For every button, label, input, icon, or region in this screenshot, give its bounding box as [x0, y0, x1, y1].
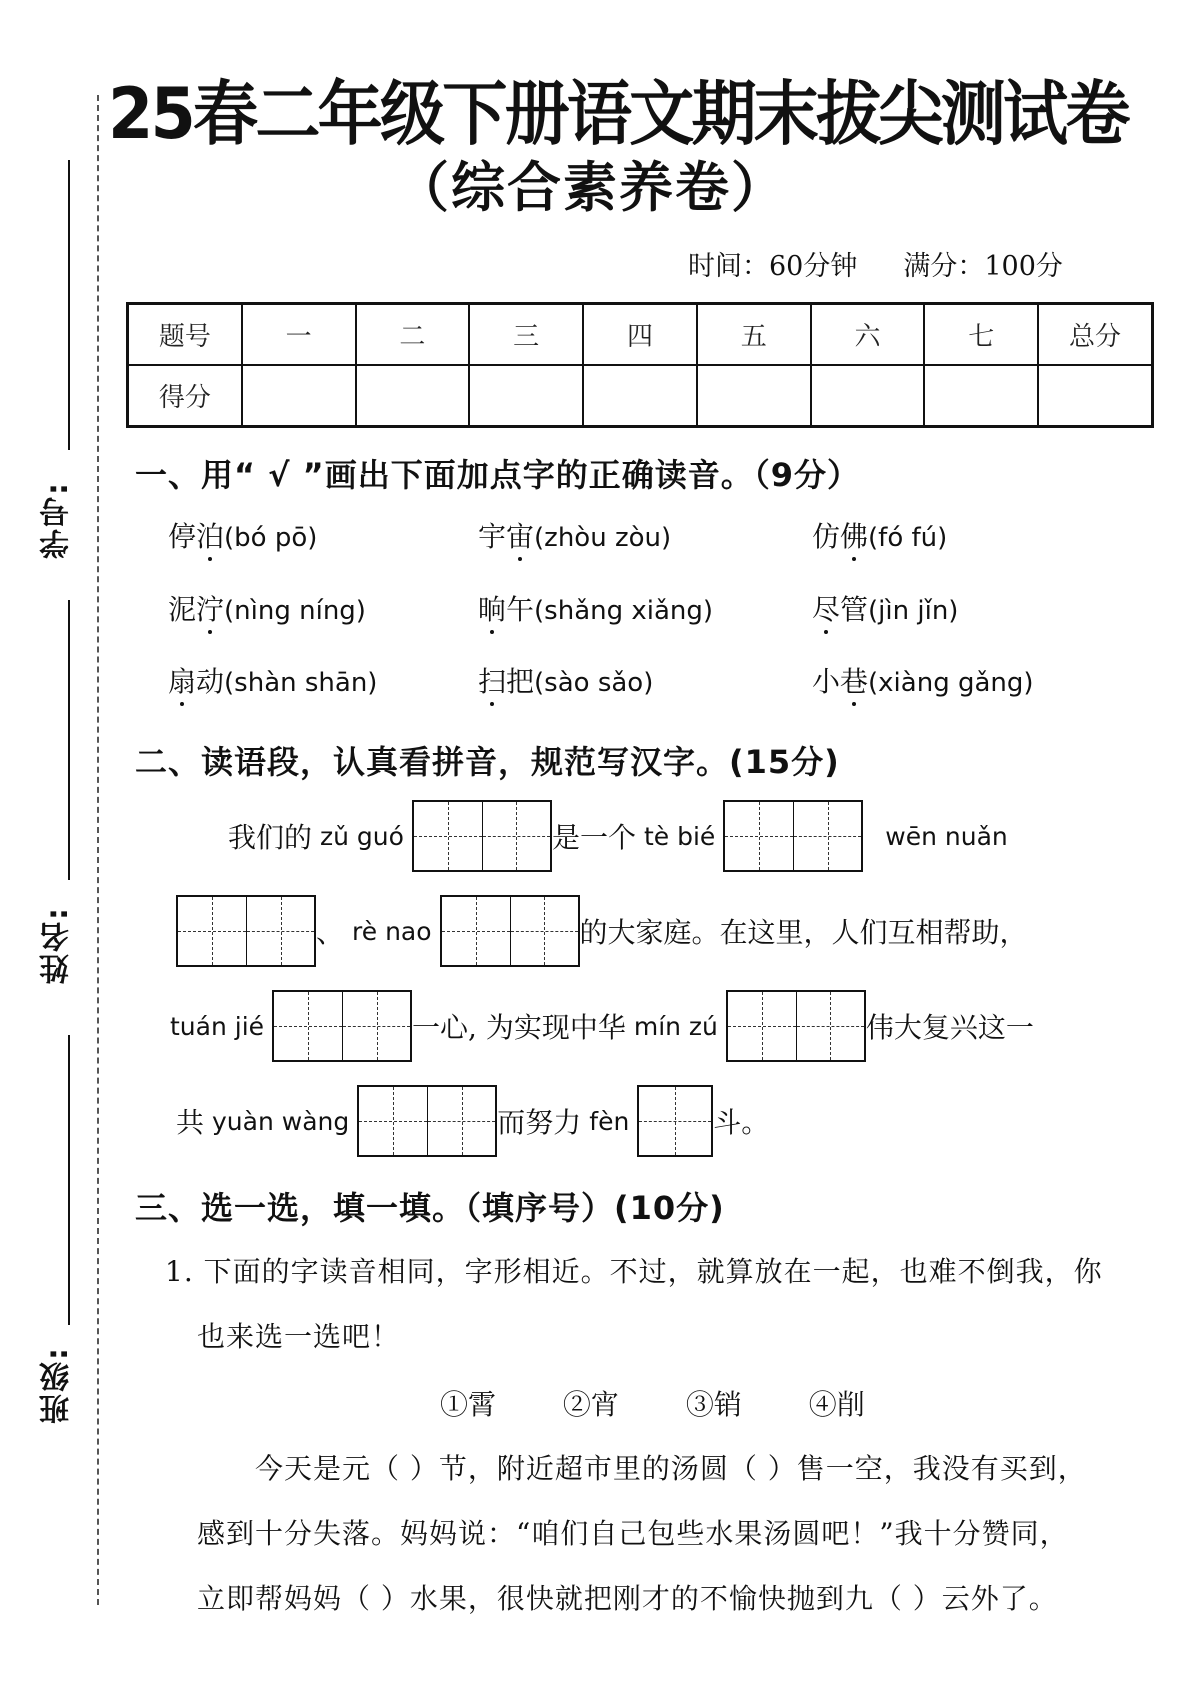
- word: 扫 把: [478, 665, 534, 698]
- word: 晌 午: [478, 593, 534, 626]
- cell-q2: 二: [356, 304, 470, 366]
- pinyin: wēn nuǎn: [885, 821, 1008, 851]
- word: 宇宙: [478, 520, 534, 553]
- emphasis-dot-icon: [824, 630, 828, 634]
- paragraph-line-2: [176, 895, 1028, 967]
- pinyin: zǔ guó: [320, 821, 404, 851]
- emphasis-dot-icon: [490, 702, 494, 706]
- pinyin-options: (zhòu zòu): [534, 523, 672, 553]
- pinyin: tuán jié: [170, 1011, 265, 1041]
- score-table-score-row: [128, 365, 1153, 427]
- section1-heading: 一、用“ √ ”画出下面加点字的正确读音。（9分）: [135, 456, 860, 494]
- cell-question-label: 题号: [128, 304, 242, 366]
- word: 仿佛: [812, 520, 868, 553]
- cell-q5: 五: [697, 304, 811, 366]
- cell-score-label: 得分: [128, 365, 242, 427]
- cell-q6: 六: [811, 304, 925, 366]
- text: 是一个: [551, 821, 636, 854]
- option-3: ③销: [685, 1388, 742, 1421]
- option-4: ④削: [808, 1388, 865, 1421]
- pinyin-item[interactable]: [478, 588, 713, 628]
- pinyin-options: (bó pō): [224, 523, 318, 553]
- cell-q1: 一: [242, 304, 356, 366]
- pinyin: mín zú: [633, 1011, 718, 1041]
- pinyin: fèn: [589, 1106, 630, 1136]
- pinyin-item[interactable]: [168, 588, 366, 628]
- score-input-total[interactable]: [1038, 365, 1152, 427]
- exam-meta: [688, 244, 1063, 283]
- pinyin: tè bié: [643, 821, 716, 851]
- text: 伟大复兴这一: [865, 1011, 1034, 1044]
- exam-full-score: 满分：100分: [903, 251, 1063, 282]
- writing-grid-minzu[interactable]: [726, 990, 866, 1062]
- emphasis-dot-icon: [490, 630, 494, 634]
- emphasis-dot-icon: [208, 630, 212, 634]
- cell-q3: 三: [469, 304, 583, 366]
- section2-heading: 二、读语段，认真看拼音，规范写汉字。(15分): [135, 743, 840, 781]
- pinyin-item[interactable]: [812, 660, 1034, 700]
- score-table: [126, 302, 1154, 428]
- text: 一心, 为实现中华: [412, 1011, 626, 1044]
- section3-heading: 三、选一选，填一填。（填序号）(10分): [135, 1189, 725, 1227]
- text: 共: [176, 1106, 205, 1139]
- name-underline[interactable]: [68, 600, 70, 880]
- writing-grid-wennuan[interactable]: [176, 895, 316, 967]
- pinyin-options: (shàn shān): [224, 668, 378, 698]
- page-subtitle: （综合素养卷）: [395, 156, 787, 219]
- pinyin-options: (jìn jǐn): [868, 596, 959, 626]
- name-label: 姓名:: [40, 906, 75, 984]
- word: 停泊: [168, 520, 224, 553]
- cell-q4: 四: [583, 304, 697, 366]
- page-title: 25春二年级下册语文期末拔尖测试卷: [108, 73, 1128, 155]
- pinyin-item[interactable]: [168, 515, 317, 555]
- score-input-q2[interactable]: [356, 365, 470, 427]
- text: 的大家庭。在这里，人们互相帮助，: [579, 916, 1028, 949]
- question-1-prompt: 1. 下面的字读音相同，字形相近。不过，就算放在一起，也难不倒我，你: [165, 1255, 1103, 1288]
- text: 我们的: [228, 821, 313, 854]
- score-input-q4[interactable]: [583, 365, 697, 427]
- score-table-header-row: [128, 304, 1153, 366]
- score-input-q1[interactable]: [242, 365, 356, 427]
- pinyin-options: (shǎng xiǎng): [534, 596, 714, 626]
- option-1: ①霄: [440, 1388, 497, 1421]
- option-2: ②宵: [562, 1388, 619, 1421]
- pinyin-options: (nìng níng): [224, 596, 366, 626]
- pinyin-item[interactable]: [478, 515, 671, 555]
- score-input-q5[interactable]: [697, 365, 811, 427]
- question-1-prompt-cont: 也来选一选吧！: [197, 1320, 401, 1353]
- emphasis-dot-icon: [518, 557, 522, 561]
- text: 而努力: [497, 1106, 582, 1139]
- word: 泥泞: [168, 593, 224, 626]
- writing-grid-fen[interactable]: [637, 1085, 713, 1157]
- writing-grid-zuguo[interactable]: [412, 800, 552, 872]
- paragraph-line-4: [176, 1085, 769, 1157]
- score-input-q6[interactable]: [811, 365, 925, 427]
- writing-grid-yuanwang[interactable]: [357, 1085, 497, 1157]
- text: 、: [316, 916, 345, 949]
- text: 斗。: [713, 1106, 770, 1139]
- passage-line-1[interactable]: 今天是元（ ）节，附近超市里的汤圆（ ）售一空，我没有买到，: [255, 1452, 1087, 1485]
- pinyin-item[interactable]: [168, 660, 377, 700]
- pinyin-item[interactable]: [812, 588, 958, 628]
- pinyin-options: (fó fú): [868, 523, 948, 553]
- score-input-q7[interactable]: [924, 365, 1038, 427]
- writing-grid-tebie[interactable]: [723, 800, 863, 872]
- writing-grid-renao[interactable]: [440, 895, 580, 967]
- emphasis-dot-icon: [852, 702, 856, 706]
- emphasis-dot-icon: [852, 557, 856, 561]
- cell-q7: 七: [924, 304, 1038, 366]
- passage-line-2: 感到十分失落。妈妈说：“咱们自己包些水果汤圆吧！”我十分赞同，: [197, 1517, 1069, 1550]
- emphasis-dot-icon: [208, 557, 212, 561]
- pinyin: yuàn wàng: [212, 1106, 350, 1136]
- passage-line-3[interactable]: 立即帮妈妈（ ）水果，很快就把刚才的不愉快抛到九（ ）云外了。: [197, 1582, 1058, 1615]
- pinyin-options: (xiàng gǎng): [868, 668, 1034, 698]
- word: 扇 动: [168, 665, 224, 698]
- word: 小巷: [812, 665, 868, 698]
- pinyin-options: (sào sǎo): [534, 668, 654, 698]
- class-label: 班级:: [40, 1346, 75, 1424]
- word: 尽 管: [812, 593, 868, 626]
- pinyin: rè nao: [352, 916, 432, 946]
- student-id-underline[interactable]: [68, 160, 70, 450]
- emphasis-dot-icon: [180, 702, 184, 706]
- paragraph-line-3: [170, 990, 1034, 1062]
- binding-cut-line: [97, 95, 99, 1605]
- pinyin-item[interactable]: [478, 660, 653, 700]
- cell-total: 总分: [1038, 304, 1152, 366]
- character-options: [440, 1383, 865, 1423]
- paragraph-line-1: [228, 800, 1016, 872]
- score-input-q3[interactable]: [469, 365, 583, 427]
- pinyin-item[interactable]: [812, 515, 947, 555]
- class-underline[interactable]: [68, 1035, 70, 1325]
- exam-time: 时间：60分钟: [688, 251, 858, 282]
- student-id-label: 学号:: [40, 481, 75, 559]
- writing-grid-tuanjie[interactable]: [272, 990, 412, 1062]
